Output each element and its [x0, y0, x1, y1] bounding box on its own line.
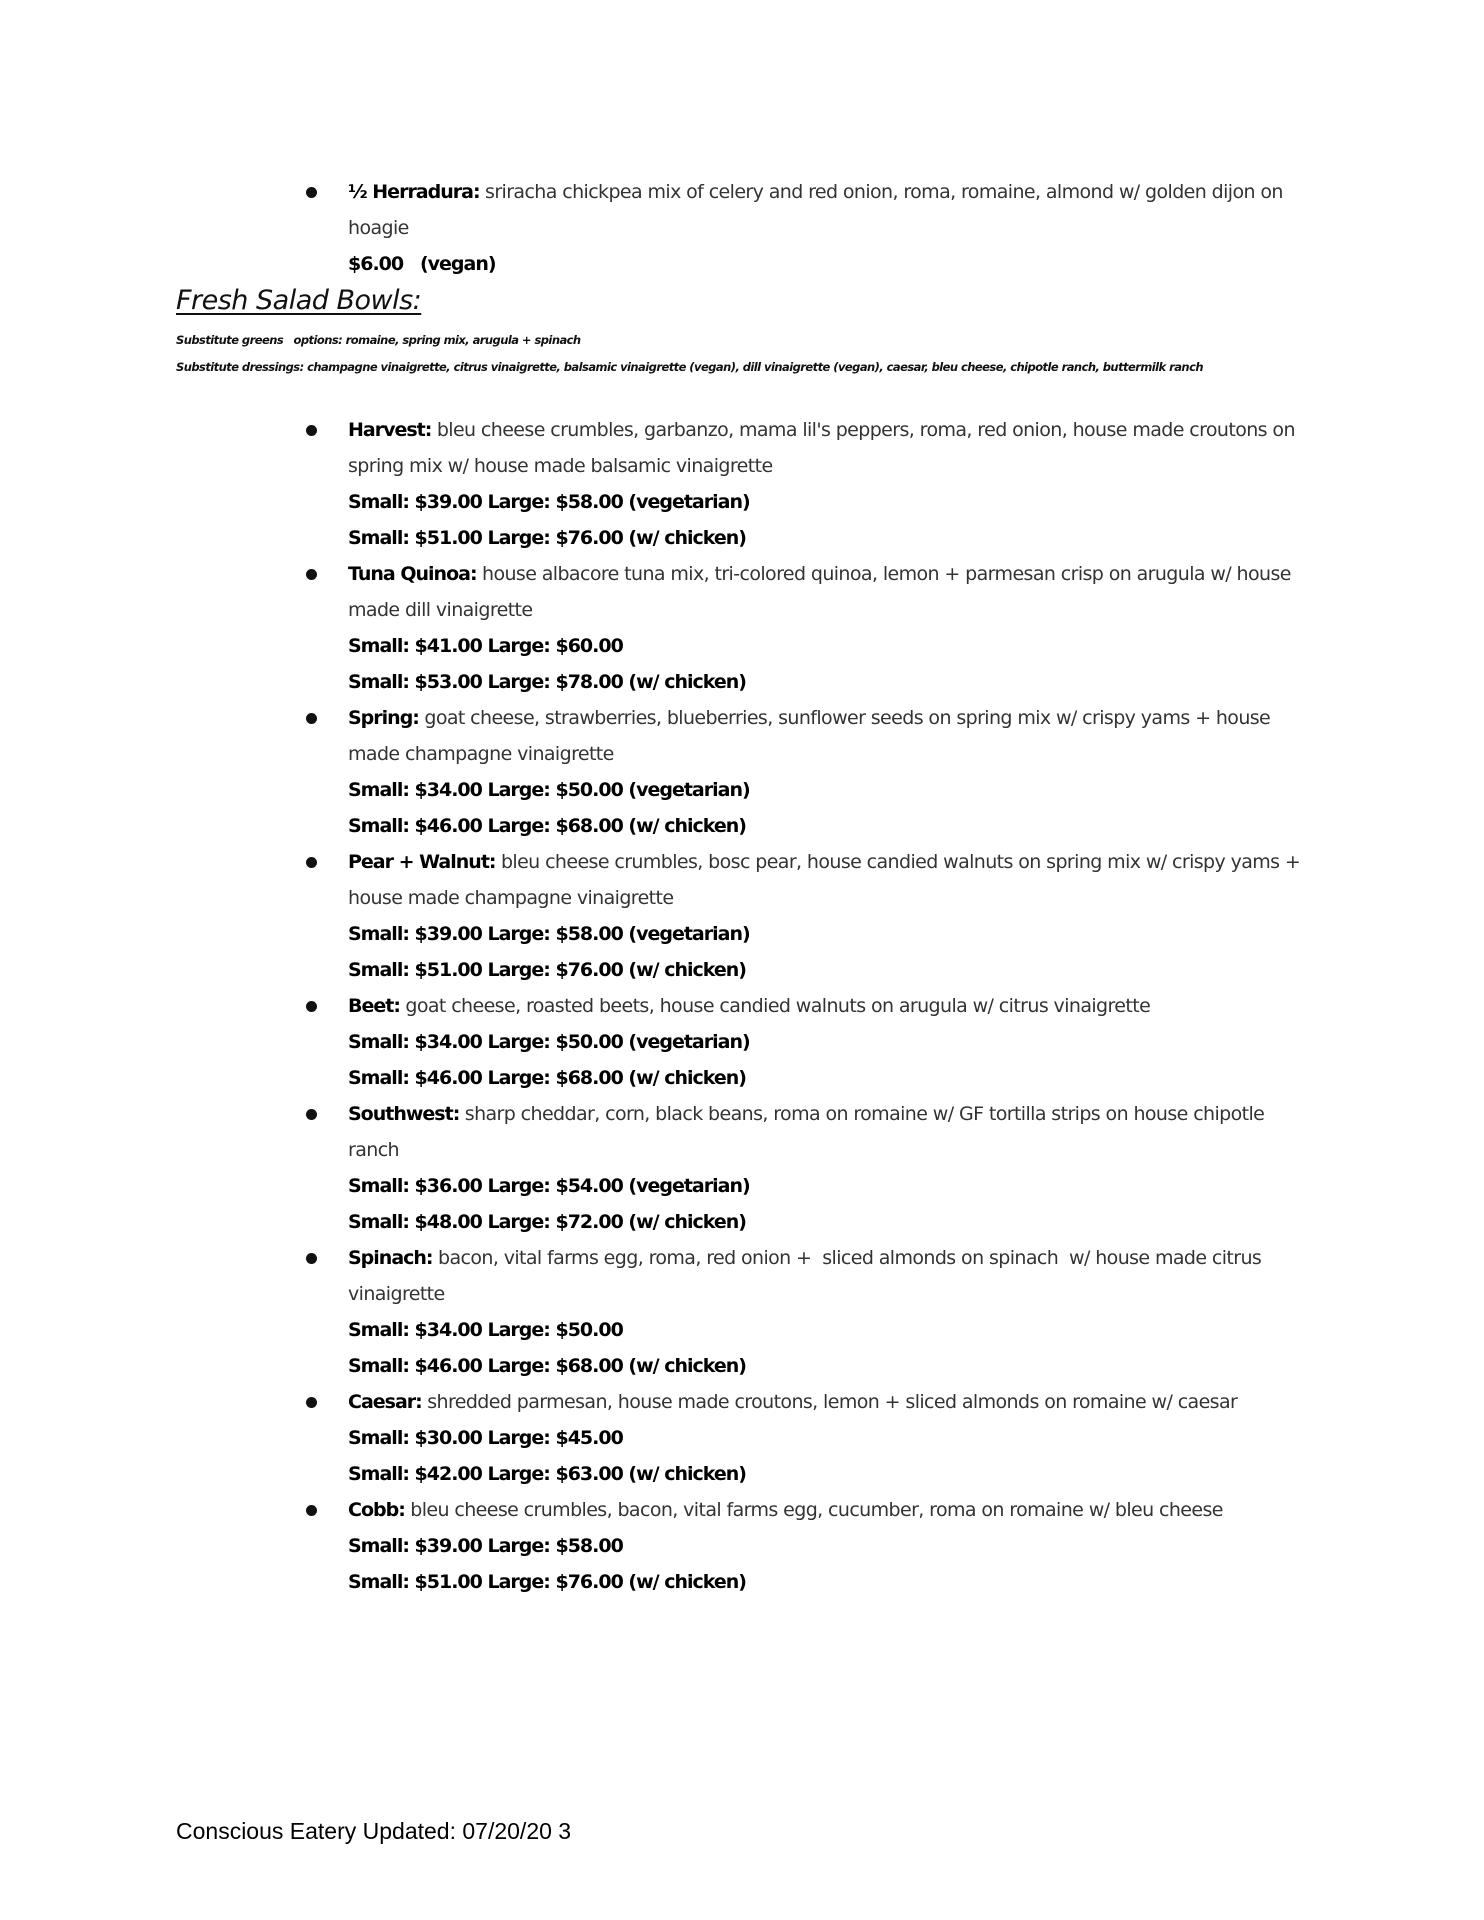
item-description-line [348, 1240, 1306, 1312]
item-description-line [348, 988, 1306, 1024]
item-name: Pear + Walnut: [348, 851, 496, 873]
item-price: Small: $51.00 Large: $76.00 (w/ chicken) [348, 959, 746, 981]
item-price: Small: $30.00 Large: $45.00 [348, 1427, 623, 1449]
item-price: Small: $34.00 Large: $50.00 (vegetarian) [348, 779, 750, 801]
item-price: Small: $48.00 Large: $72.00 (w/ chicken) [348, 1211, 746, 1233]
item-name: Southwest: [348, 1103, 460, 1125]
list-item-beet [306, 988, 1306, 1096]
item-description: bleu cheese crumbles, garbanzo, mama lil's peppers, roma, red onion, house made croutons on spring mix w/ house made balsamic vinaigrette [348, 419, 1295, 477]
item-description: house albacore tuna mix, tri-colored quinoa, lemon + parmesan crisp on arugula w/ house made dill vinaigrette [348, 563, 1291, 621]
section-title: Fresh Salad Bowls: [176, 285, 422, 316]
item-description-line [348, 174, 1316, 246]
item-price: Small: $46.00 Large: $68.00 (w/ chicken) [348, 1355, 746, 1377]
item-price: Small: $39.00 Large: $58.00 (vegetarian) [348, 491, 750, 513]
bullet-icon [306, 174, 320, 210]
item-price: Small: $36.00 Large: $54.00 (vegetarian) [348, 1175, 750, 1197]
item-price: Small: $42.00 Large: $63.00 (w/ chicken) [348, 1463, 746, 1485]
item-description: sriracha chickpea mix of celery and red onion, roma, romaine, almond w/ golden dijon on hoagie [348, 181, 1283, 239]
item-description-line [348, 1492, 1306, 1528]
item-name: Cobb: [348, 1499, 405, 1521]
item-description-line [348, 700, 1306, 772]
item-description-line [348, 1384, 1306, 1420]
substitute-greens-note: Substitute greens options: romaine, spring mix, arugula + spinach [176, 333, 581, 347]
item-name: Caesar: [348, 1391, 422, 1413]
item-name: Harvest: [348, 419, 432, 441]
bullet-icon [306, 1384, 320, 1420]
item-description: sharp cheddar, corn, black beans, roma on romaine w/ GF tortilla strips on house chipotle ranch [348, 1103, 1265, 1161]
item-description-line [348, 844, 1306, 916]
bullet-icon [306, 700, 320, 736]
item-price: Small: $34.00 Large: $50.00 (vegetarian) [348, 1031, 750, 1053]
bullet-icon [306, 988, 320, 1024]
item-name: Spinach: [348, 1247, 433, 1269]
bullet-icon [306, 412, 320, 448]
item-name: Beet: [348, 995, 400, 1017]
item-price: Small: $53.00 Large: $78.00 (w/ chicken) [348, 671, 746, 693]
list-item-herradura [306, 174, 1316, 282]
item-description-line [348, 556, 1306, 628]
list-item-tuna-quinoa [306, 556, 1306, 700]
item-price: $6.00 (vegan) [348, 253, 496, 275]
item-price: Small: $34.00 Large: $50.00 [348, 1319, 623, 1341]
item-price: Small: $46.00 Large: $68.00 (w/ chicken) [348, 1067, 746, 1089]
item-description: bacon, vital farms egg, roma, red onion + sliced almonds on spinach w/ house made citrus vinaigrette [348, 1247, 1267, 1305]
bullet-icon [306, 556, 320, 592]
item-price: Small: $46.00 Large: $68.00 (w/ chicken) [348, 815, 746, 837]
item-price: Small: $51.00 Large: $76.00 (w/ chicken) [348, 527, 746, 549]
item-price: Small: $39.00 Large: $58.00 (vegetarian) [348, 923, 750, 945]
list-item-pear-walnut [306, 844, 1306, 988]
item-description: goat cheese, roasted beets, house candied walnuts on arugula w/ citrus vinaigrette [405, 995, 1151, 1017]
item-name: Tuna Quinoa: [348, 563, 477, 585]
salad-list [306, 412, 1306, 1600]
list-item-spinach [306, 1240, 1306, 1384]
item-description-line [348, 412, 1306, 484]
item-description: goat cheese, strawberries, blueberries, sunflower seeds on spring mix w/ crispy yams + house made champagne vinaigrette [348, 707, 1271, 765]
item-name: Spring: [348, 707, 419, 729]
bullet-icon [306, 1240, 320, 1276]
list-item-caesar [306, 1384, 1306, 1492]
item-price: Small: $51.00 Large: $76.00 (w/ chicken) [348, 1571, 746, 1593]
list-item-harvest [306, 412, 1306, 556]
bullet-icon [306, 1492, 320, 1528]
list-item-spring [306, 700, 1306, 844]
item-price: Small: $39.00 Large: $58.00 [348, 1535, 623, 1557]
list-item-cobb [306, 1492, 1306, 1600]
item-description: bleu cheese crumbles, bosc pear, house candied walnuts on spring mix w/ crispy yams + house made champagne vinaigrette [348, 851, 1301, 909]
substitute-dressings-note: Substitute dressings: champagne vinaigrette, citrus vinaigrette, balsamic vinaigrette (vegan), dill vinaigrette (vegan), caesar, bleu cheese, chipotle ranch, buttermilk ranch [176, 360, 1203, 374]
item-price: Small: $41.00 Large: $60.00 [348, 635, 623, 657]
page-footer: Conscious Eatery Updated: 07/20/20 3 [176, 1818, 572, 1844]
item-description-line [348, 1096, 1306, 1168]
bullet-icon [306, 844, 320, 880]
item-name: ½ Herradura: [348, 181, 480, 203]
bullet-icon [306, 1096, 320, 1132]
item-description: shredded parmesan, house made croutons, lemon + sliced almonds on romaine w/ caesar [427, 1391, 1238, 1413]
sandwich-list [306, 174, 1316, 282]
list-item-southwest [306, 1096, 1306, 1240]
item-description: bleu cheese crumbles, bacon, vital farms egg, cucumber, roma on romaine w/ bleu cheese [410, 1499, 1223, 1521]
